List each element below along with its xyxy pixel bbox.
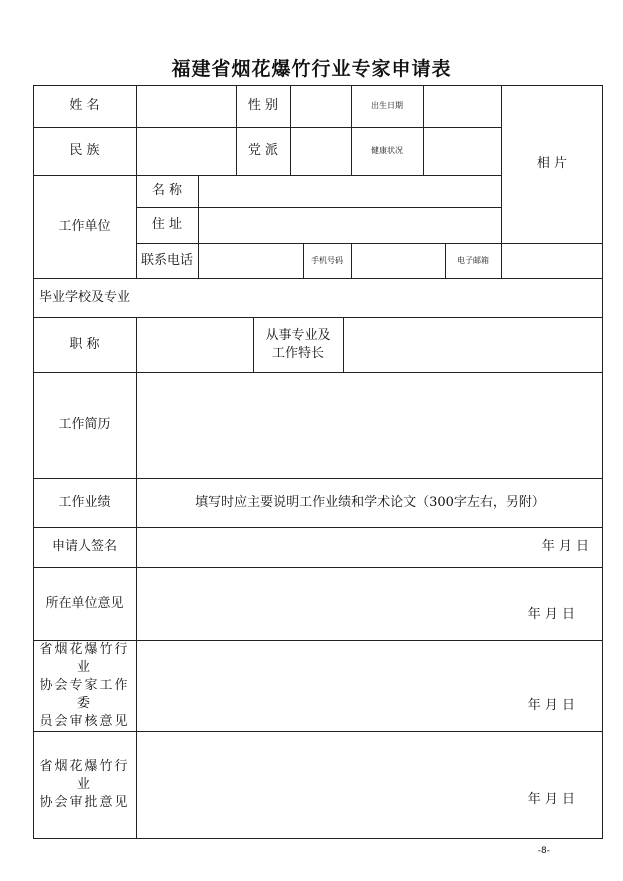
page-number: -8-: [537, 846, 550, 856]
unit-address-field[interactable]: [199, 207, 501, 243]
mobile-field[interactable]: [352, 243, 445, 278]
school-major-label: 毕业学校及专业: [38, 289, 130, 305]
work-unit-label: 工作单位: [58, 218, 111, 234]
photo-box[interactable]: 相 片: [536, 156, 568, 171]
ethnicity-field[interactable]: [137, 127, 236, 175]
association-opinion-date[interactable]: 年 月 日: [527, 792, 575, 807]
health-field[interactable]: [424, 127, 501, 175]
school-major-field[interactable]: [137, 278, 603, 317]
unit-name-field[interactable]: [199, 175, 501, 207]
specialty-field[interactable]: [344, 317, 603, 372]
contact-phone-field[interactable]: [199, 243, 303, 278]
party-label: 党 派: [247, 143, 279, 158]
email-label: 电子邮箱: [457, 255, 489, 265]
party-field[interactable]: [291, 127, 351, 175]
contact-phone-label: 联系电话: [140, 252, 193, 268]
achievements-hint[interactable]: 填写时应主要说明工作业绩和学术论文（300字左右，另附）: [195, 494, 545, 510]
committee-opinion-date[interactable]: 年 月 日: [527, 698, 575, 713]
work-achievements-label: 工作业绩: [58, 494, 111, 510]
unit-address-label: 住 址: [151, 217, 183, 232]
ethnicity-label: 民 族: [69, 143, 100, 158]
job-title-field[interactable]: [137, 317, 253, 372]
work-history-field[interactable]: [137, 372, 603, 478]
applicant-signature-date[interactable]: 年 月 日: [541, 539, 589, 554]
unit-name-label: 名 称: [151, 183, 183, 198]
health-label: 健康状况: [371, 146, 403, 155]
birth-date-label: 出生日期: [371, 101, 403, 110]
gender-field[interactable]: [291, 85, 351, 127]
unit-opinion-label: 所在单位意见: [45, 595, 124, 611]
unit-opinion-date[interactable]: 年 月 日: [527, 607, 575, 622]
job-title-label: 职 称: [69, 336, 100, 352]
association-opinion-label: 省烟花爆竹行业 协会审批意见: [39, 759, 130, 810]
application-form-table: [33, 85, 603, 839]
specialty-label: 从事专业及 工作特长: [265, 327, 331, 361]
work-history-label: 工作简历: [58, 417, 111, 432]
birth-date-field[interactable]: [424, 85, 501, 127]
committee-opinion-label: 省烟花爆竹行业 协会专家工作委 员会审核意见: [39, 641, 130, 729]
email-field[interactable]: [502, 243, 603, 278]
gender-label: 性 别: [247, 98, 279, 113]
name-label: 姓 名: [69, 98, 100, 113]
mobile-label: 手机号码: [311, 255, 343, 265]
form-title: 福建省烟花爆竹行业专家申请表: [171, 58, 452, 80]
applicant-signature-label: 申请人签名: [51, 539, 117, 554]
name-field[interactable]: [137, 85, 236, 127]
